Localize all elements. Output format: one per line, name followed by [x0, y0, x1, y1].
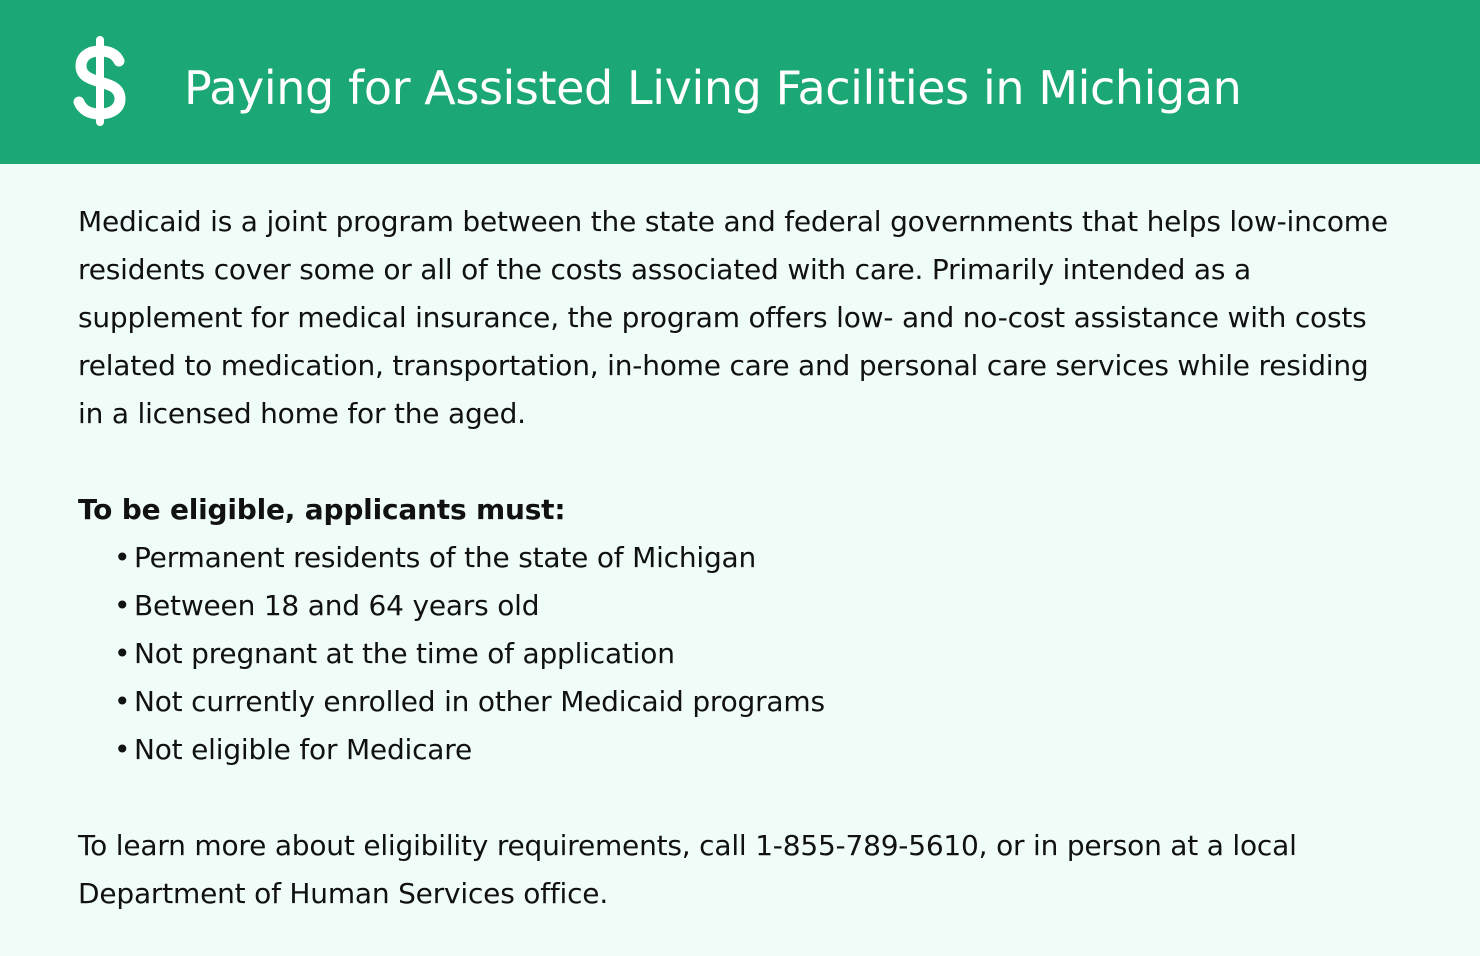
closing-paragraph: To learn more about eligibility requirements, call 1-855-789-5610, or in person at a local Department of Human Services office.	[78, 829, 1297, 910]
page-title: Paying for Assisted Living Facilities in Michigan	[184, 61, 1242, 115]
eligibility-list	[78, 534, 1388, 774]
dollar-icon	[73, 36, 127, 126]
list-item: • Permanent residents of the state of Michigan	[114, 534, 1388, 582]
list-item: • Not currently enrolled in other Medicaid programs	[114, 678, 1388, 726]
content-body	[78, 198, 1388, 918]
header-banner	[0, 0, 1480, 164]
list-item: • Not pregnant at the time of application	[114, 630, 1388, 678]
list-item: • Between 18 and 64 years old	[114, 582, 1388, 630]
eligibility-heading: To be eligible, applicants must:	[78, 493, 566, 526]
list-item: • Not eligible for Medicare	[114, 726, 1388, 774]
intro-paragraph: Medicaid is a joint program between the state and federal governments that helps low-income residents cover some or all of the costs associated with care. Primarily intended as a supplement for medical insurance, the program offers low- and no-cost assistance with costs related to medication, transportation, in-home care and personal care services while residing in a licensed home for the aged.	[78, 205, 1388, 430]
